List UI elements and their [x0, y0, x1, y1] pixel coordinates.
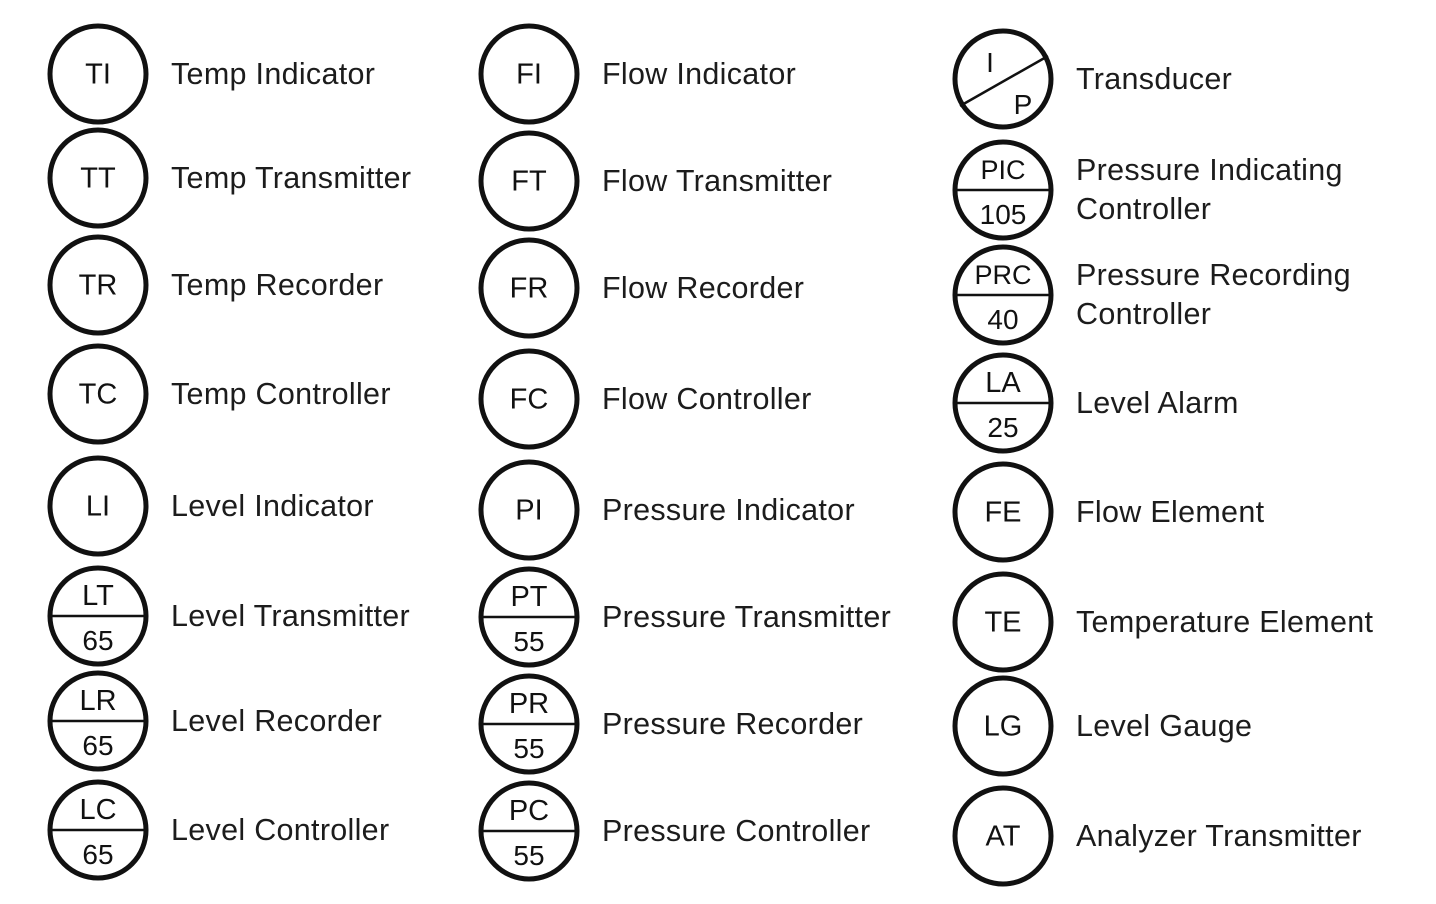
instrument-bubble-pt [478, 566, 580, 668]
instrument-bubble-svg [47, 455, 149, 557]
legend-label [602, 566, 891, 668]
instrument-tag-text: FT [511, 165, 547, 198]
instrument-loop-number: 55 [513, 626, 545, 657]
legend-label-lines [171, 55, 375, 94]
legend-label-line: Temp Recorder [171, 267, 384, 302]
instrument-tag-text: FE [984, 496, 1022, 529]
instrument-bubble-svg [952, 785, 1054, 887]
legend-label-lines [602, 598, 891, 637]
instrument-tag-text: PIC [980, 155, 1026, 185]
instrument-tag-text: TC [78, 378, 118, 411]
instrument-tag-text: LT [82, 580, 114, 612]
legend-label-lines [171, 702, 382, 741]
instrument-bubble-pr [478, 673, 580, 775]
instrument-bubble-lg [952, 675, 1054, 777]
legend-label-line: Flow Recorder [602, 270, 805, 305]
instrument-bubble-tt [47, 127, 149, 229]
instrument-loop-number: 65 [82, 730, 114, 761]
instrument-bubble-svg [47, 23, 149, 125]
legend-label-lines [1076, 256, 1351, 334]
instrument-bubble-svg [47, 670, 149, 772]
legend-label-lines [602, 491, 855, 530]
instrument-bubble-svg [952, 139, 1054, 241]
legend-label-line: Level Gauge [1076, 708, 1253, 743]
instrument-tag-text: TE [984, 606, 1022, 639]
legend-label-lines [171, 811, 389, 850]
instrument-bubble-at [952, 785, 1054, 887]
legend-label-line: Flow Controller [602, 381, 812, 416]
instrument-bubble-svg [952, 352, 1054, 454]
legend-label-line: Flow Transmitter [602, 163, 833, 198]
legend-label-line: Pressure Controller [602, 813, 871, 848]
instrument-bubble-tr [47, 234, 149, 336]
legend-label [1076, 461, 1264, 563]
legend-label [602, 673, 863, 775]
instrument-bubble-svg [478, 780, 580, 882]
instrument-bubble-svg [47, 234, 149, 336]
legend-label-lines [171, 597, 410, 636]
instrument-bubble-lt [47, 565, 149, 667]
legend-label [1076, 139, 1343, 241]
instrument-bubble-ft [478, 130, 580, 232]
instrument-bubble-tc [47, 343, 149, 445]
legend-label-line: Temp Controller [171, 376, 391, 411]
legend-label-lines [1076, 151, 1343, 229]
instrument-tag-text: TI [85, 58, 111, 91]
legend-label [1076, 571, 1373, 673]
instrument-tag-text: LR [79, 685, 117, 717]
legend-label-lines [171, 487, 374, 526]
legend-label-line: Flow Element [1076, 494, 1265, 529]
legend-label-lines [602, 705, 863, 744]
instrument-bubble-lc [47, 779, 149, 881]
instrument-tag-text: LG [983, 710, 1023, 743]
instrument-bubble-svg [952, 28, 1054, 130]
instrument-tag-text: AT [985, 820, 1021, 853]
legend-label-line: Pressure Transmitter [602, 599, 892, 634]
instrument-tag-text: PI [515, 494, 543, 527]
legend-label-lines [602, 269, 804, 308]
legend-label [602, 237, 804, 339]
instrument-loop-number: 25 [987, 412, 1019, 443]
legend-label [602, 348, 812, 450]
instrument-loop-number: 55 [513, 733, 545, 764]
legend-label-line: Temperature Element [1076, 604, 1374, 639]
instrument-circle [955, 31, 1051, 127]
legend-label [171, 455, 374, 557]
instrument-bubble-fi [478, 23, 580, 125]
instrument-bubble-svg [47, 779, 149, 881]
instrument-tag-text: PC [508, 795, 550, 827]
instrument-bubble-ip [952, 28, 1054, 130]
legend-label-line: Analyzer Transmitter [1076, 818, 1362, 853]
instrument-loop-number: 65 [82, 839, 114, 870]
legend-label [602, 780, 870, 882]
instrument-output-text: P [1013, 89, 1033, 120]
legend-label-line: Temp Indicator [171, 56, 376, 91]
instrument-loop-number: 55 [513, 840, 545, 871]
legend-label-line: Pressure Indicating [1076, 153, 1343, 187]
legend-label [171, 779, 389, 881]
instrument-bubble-svg [478, 237, 580, 339]
instrument-tag-text: PT [510, 581, 548, 613]
legend-label [171, 234, 383, 336]
legend-label [171, 127, 411, 229]
legend-label [171, 23, 375, 125]
instrument-tag-text: I [986, 47, 994, 78]
legend-label-lines [602, 380, 812, 419]
legend-label-lines [1076, 707, 1252, 746]
instrument-bubble-svg [47, 127, 149, 229]
instrument-tag-text: PR [508, 688, 550, 720]
legend-label-line: Level Transmitter [171, 598, 411, 633]
legend-label [1076, 785, 1362, 887]
legend-label-lines [171, 159, 411, 198]
legend-label-lines [171, 375, 391, 414]
legend-label [602, 130, 832, 232]
instrument-bubble-svg [478, 23, 580, 125]
legend-label-line: Flow Indicator [602, 56, 797, 91]
instrument-bubble-te [952, 571, 1054, 673]
instrument-bubble-svg [478, 566, 580, 668]
legend-label [171, 343, 391, 445]
legend-label [171, 565, 410, 667]
instrument-bubble-svg [47, 565, 149, 667]
instrument-tag-text: LC [79, 794, 117, 826]
instrument-bubble-svg [952, 244, 1054, 346]
instrument-bubble-svg [478, 673, 580, 775]
legend-label-line: Level Recorder [171, 703, 383, 738]
instrument-bubble-svg [47, 343, 149, 445]
legend-label-lines [602, 812, 870, 851]
instrument-tag-text: FI [516, 58, 542, 91]
legend-label-lines [602, 55, 796, 94]
legend-label-lines [1076, 493, 1264, 532]
instrument-bubble-pic [952, 139, 1054, 241]
instrument-bubble-li [47, 455, 149, 557]
instrument-bubble-svg [952, 461, 1054, 563]
instrument-bubble-ti [47, 23, 149, 125]
legend-label-line: Level Controller [171, 812, 390, 847]
instrument-bubble-fc [478, 348, 580, 450]
legend-label-line: Pressure Indicator [602, 492, 855, 527]
instrument-bubble-prc [952, 244, 1054, 346]
instrument-tag-text: TT [80, 162, 116, 195]
instrument-bubble-svg [478, 348, 580, 450]
instrument-tag-text: LI [85, 490, 111, 523]
legend-label-line: Controller [1076, 297, 1212, 331]
instrument-tag-text: LA [985, 367, 1021, 399]
legend-label-line: Level Indicator [171, 488, 374, 523]
instrument-bubble-fe [952, 461, 1054, 563]
instrument-bubble-svg [952, 675, 1054, 777]
legend-label [1076, 352, 1239, 454]
legend-label-line: Controller [1076, 192, 1212, 226]
legend-label [171, 670, 382, 772]
instrument-bubble-pc [478, 780, 580, 882]
instrument-bubble-fr [478, 237, 580, 339]
instrument-bubble-la [952, 352, 1054, 454]
instrument-bubble-svg [478, 130, 580, 232]
instrument-bubble-svg [478, 459, 580, 561]
legend-label-lines [171, 266, 383, 305]
legend-label [1076, 28, 1232, 130]
legend-label-line: Temp Transmitter [171, 160, 412, 195]
legend-label-line: Transducer [1076, 61, 1233, 96]
legend-label [1076, 244, 1351, 346]
instrument-tag-text: FC [509, 383, 549, 416]
legend-label [602, 459, 855, 561]
instrument-loop-number: 40 [987, 304, 1019, 335]
instrument-bubble-lr [47, 670, 149, 772]
legend-label-lines [1076, 60, 1232, 99]
legend-label-line: Pressure Recorder [602, 706, 864, 741]
instrument-bubble-svg [952, 571, 1054, 673]
legend-label [602, 23, 796, 125]
instrument-loop-number: 65 [82, 625, 114, 656]
instrument-tag-text: FR [509, 272, 549, 305]
legend-label-lines [1076, 384, 1239, 423]
instrument-bubble-pi [478, 459, 580, 561]
legend-label [1076, 675, 1252, 777]
instrument-tag-text: PRC [974, 260, 1032, 290]
instrument-diagonal-line [960, 56, 1048, 106]
legend-label-lines [1076, 603, 1373, 642]
instrument-tag-text: TR [78, 269, 118, 302]
legend-label-line: Level Alarm [1076, 385, 1239, 420]
legend-label-lines [602, 162, 832, 201]
legend-label-lines [1076, 817, 1362, 856]
instrument-loop-number: 105 [979, 199, 1027, 230]
legend-label-line: Pressure Recording [1076, 258, 1351, 292]
